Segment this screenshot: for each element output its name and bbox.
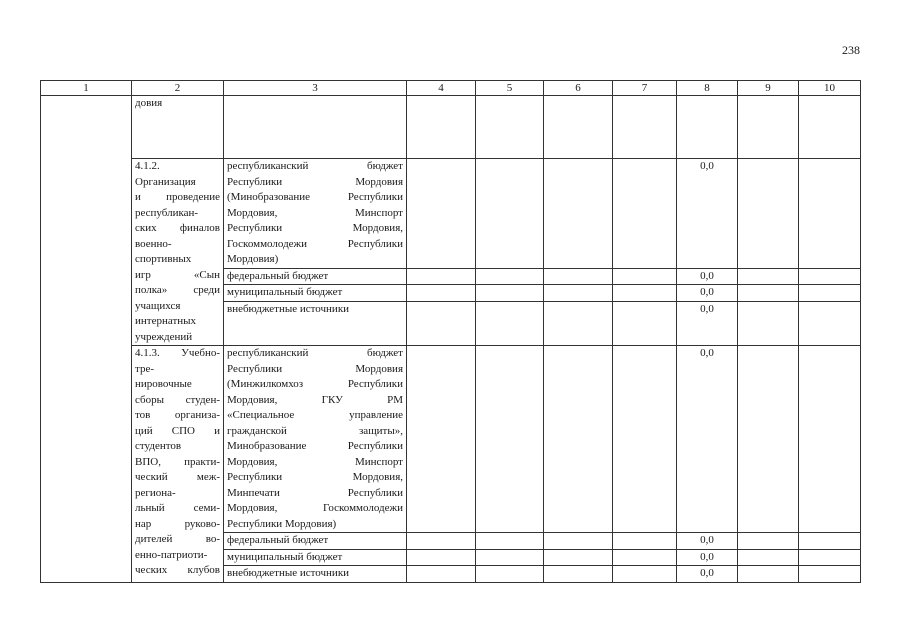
header-cell-3: 3 <box>224 81 407 96</box>
header-cell-10: 10 <box>799 81 861 96</box>
funding-source-cell: муниципальный бюджет <box>224 549 407 566</box>
col1-cell <box>41 96 132 583</box>
header-row <box>41 81 861 96</box>
value-col8: 0,0 <box>677 549 738 566</box>
page-number: 238 <box>842 43 860 57</box>
header-cell-9: 9 <box>738 81 799 96</box>
value-col8: 0,0 <box>677 268 738 285</box>
header-cell-7: 7 <box>613 81 677 96</box>
funding-source-cell: федеральный бюджет <box>224 533 407 550</box>
value-col8: 0,0 <box>677 346 738 533</box>
header-cell-2: 2 <box>132 81 224 96</box>
value-col8: 0,0 <box>677 566 738 583</box>
funding-source-cell: муниципальный бюджет <box>224 285 407 302</box>
header-cell-5: 5 <box>476 81 544 96</box>
funding-source-cell: республиканский бюджет Республики Мордовия (Минжилкомхоз Республики Мордовия, ГКУ РМ «Специальное управление гражданской защиты», Минобразование Республики Мордовия, Минспорт Республики Мордовия, Минпечати Республики Мордовия, Госкоммолодежи Республики Мордовия) <box>224 346 407 533</box>
header-cell-6: 6 <box>544 81 613 96</box>
activity-4-1-3: 4.1.3. Учебно- тре- нировочные сборы студен- тов организа- ций СПО и студентов ВПО, практи- ческий меж- региона- льный семи- нар руково- дителей во- енно-патриоти- ческих клубов <box>132 346 224 583</box>
value-col8: 0,0 <box>677 285 738 302</box>
table-row <box>41 159 861 269</box>
value-col8: 0,0 <box>677 301 738 345</box>
header-cell-4: 4 <box>407 81 476 96</box>
funding-source-cell: внебюджетные источники <box>224 566 407 583</box>
table-row <box>41 346 861 533</box>
continuation-col2: довия <box>132 96 224 159</box>
budget-table <box>40 80 861 583</box>
funding-source-cell: внебюджетные источники <box>224 301 407 345</box>
funding-source-cell: федеральный бюджет <box>224 268 407 285</box>
value-col8: 0,0 <box>677 159 738 269</box>
funding-source-cell: республиканский бюджет Республики Мордовия (Минобразование Республики Мордовия, Минспорт Республики Мордовия, Госкоммолодежи Республики Мордовия) <box>224 159 407 269</box>
header-cell-1: 1 <box>41 81 132 96</box>
value-col8: 0,0 <box>677 533 738 550</box>
header-cell-8: 8 <box>677 81 738 96</box>
continuation-row <box>41 96 861 159</box>
activity-4-1-2: 4.1.2. Организация и проведение республикан- ских финалов военно- спортивных игр «Сын полка» среди учащихся интернатных учреждений <box>132 159 224 346</box>
